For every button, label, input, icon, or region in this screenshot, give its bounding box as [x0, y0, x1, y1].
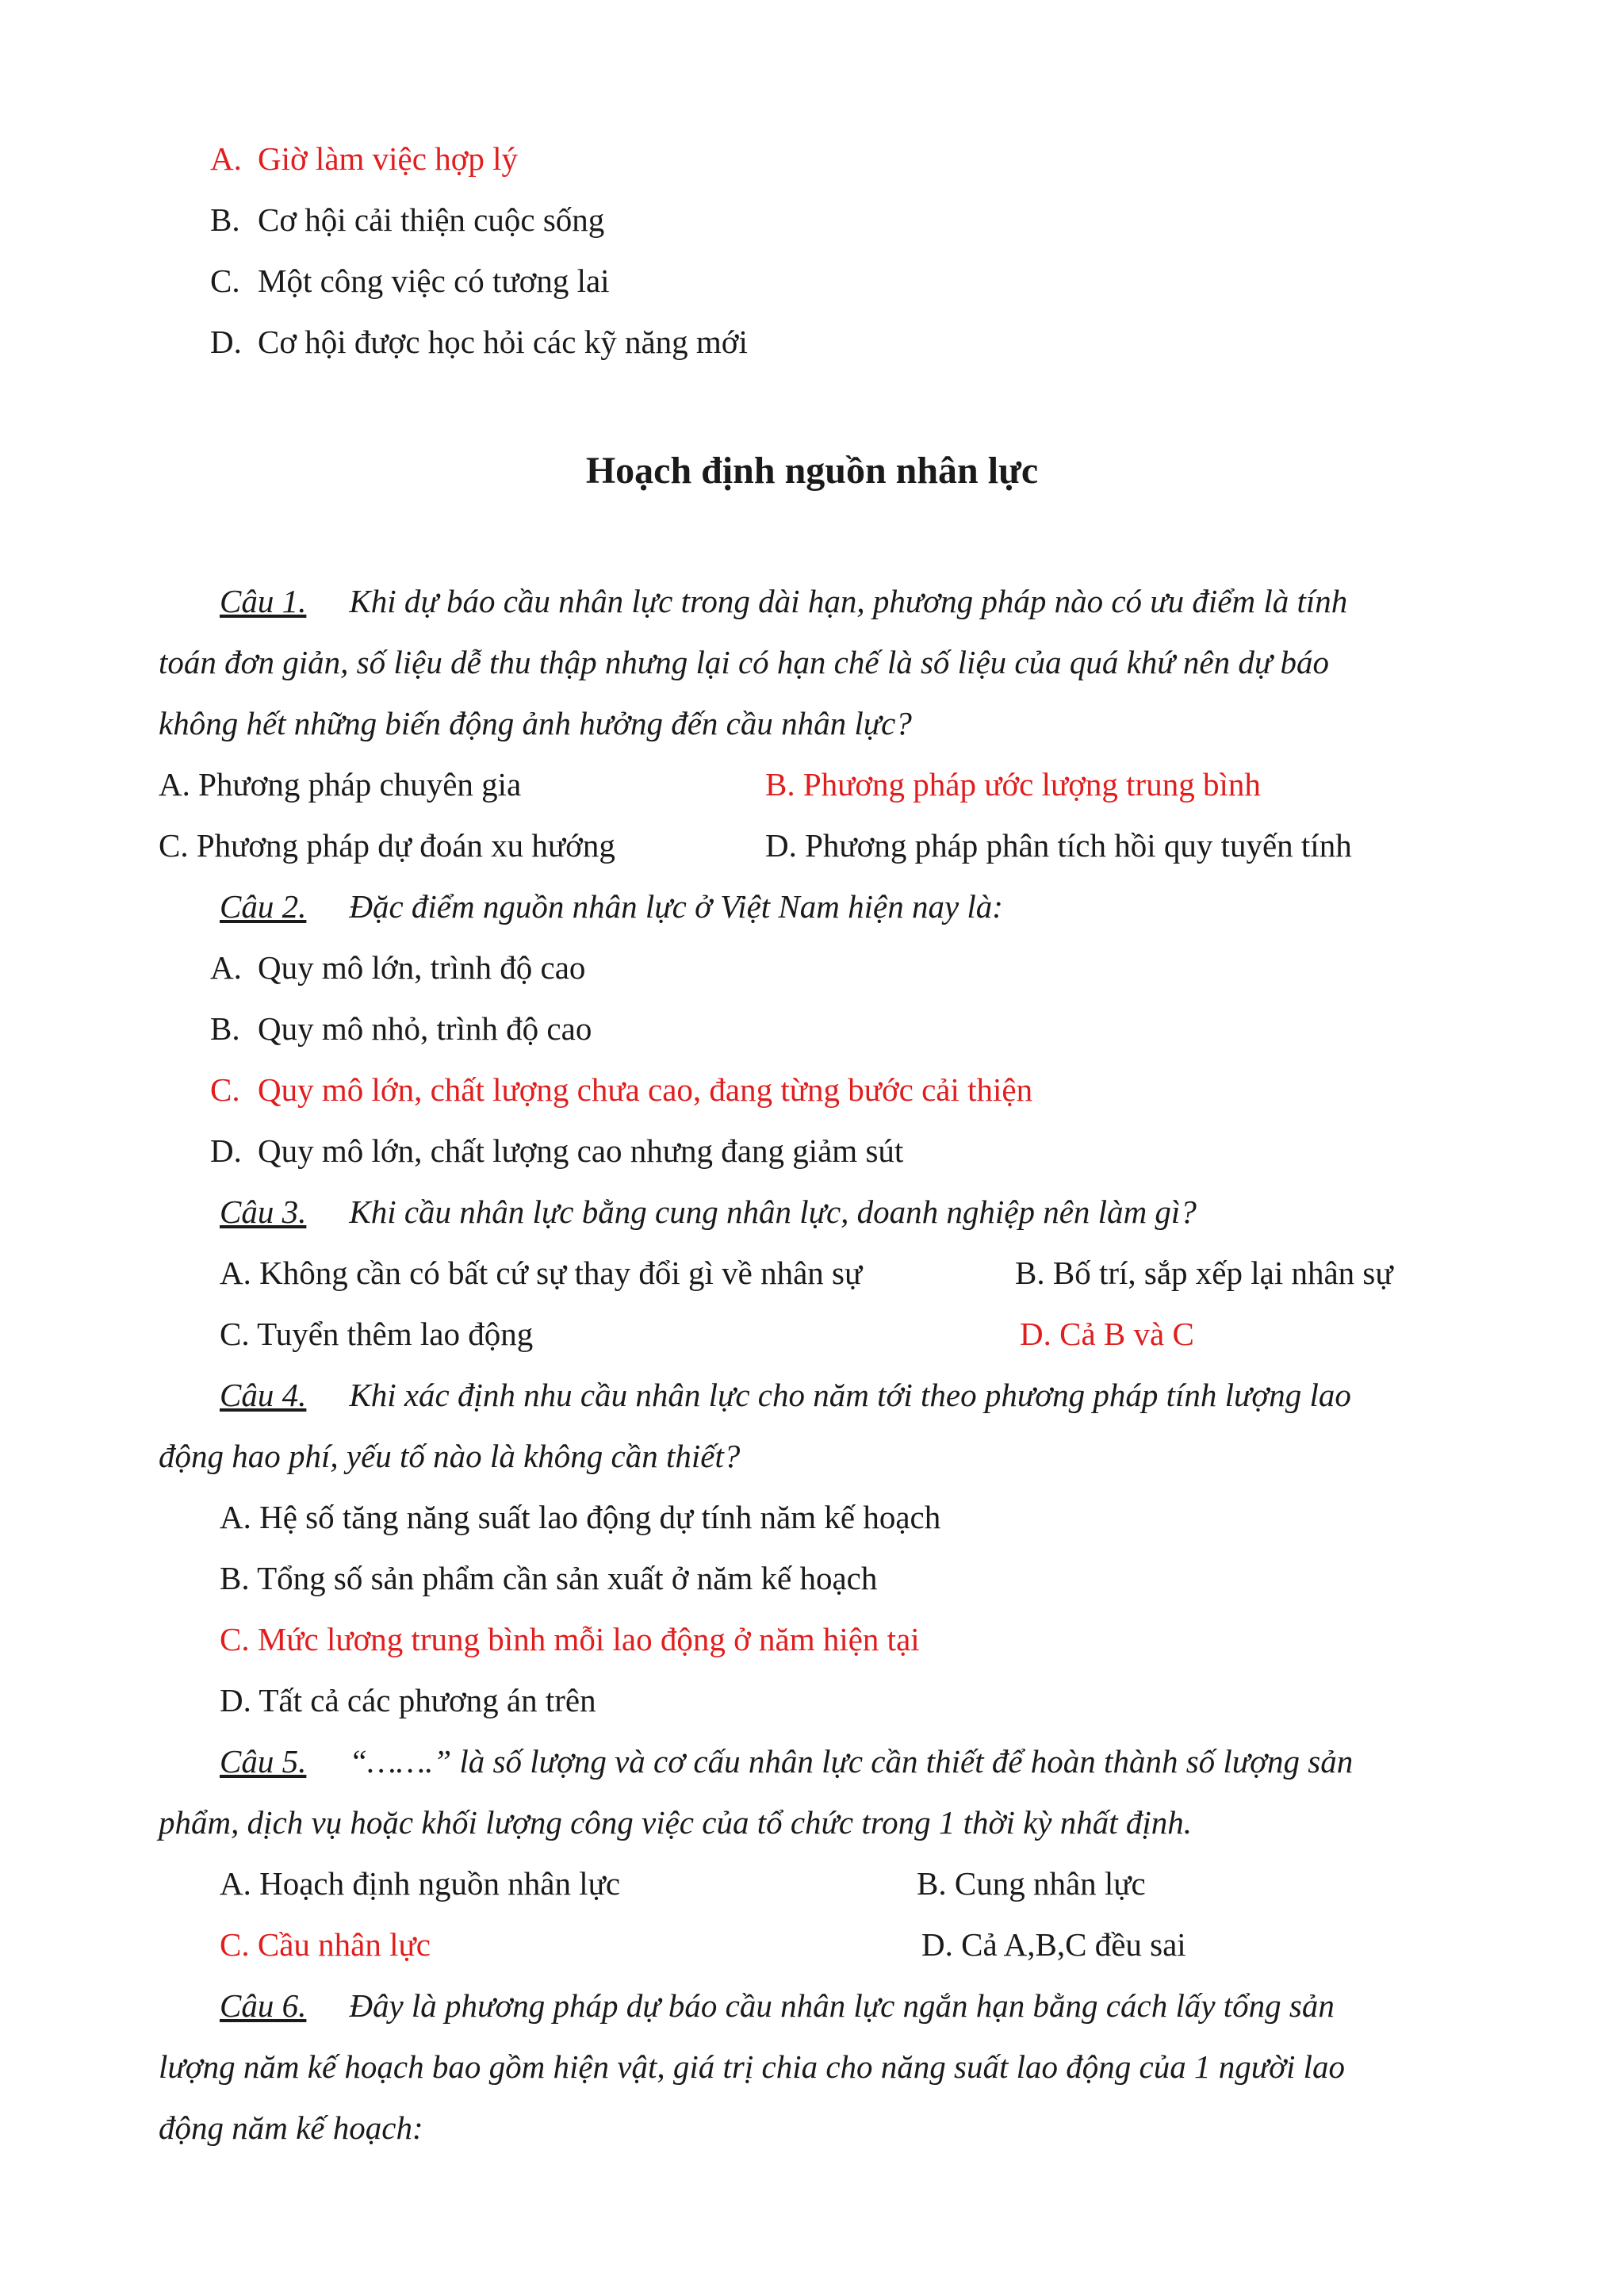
- question-5-label: Câu 5.: [220, 1743, 307, 1780]
- question-3-option-d: D. Cả B và C: [1020, 1316, 1194, 1352]
- question-1-line-1: Câu 1. Khi dự báo cầu nhân lực trong dài hạn, phương pháp nào có ưu điểm là tính: [220, 583, 1348, 619]
- question-2-option-c: C. Quy mô lớn, chất lượng chưa cao, đang từng bước cải thiện: [210, 1071, 1033, 1108]
- prev-option-d: D. Cơ hội được học hỏi các kỹ năng mới: [210, 324, 748, 360]
- question-1-line-3: không hết những biến động ảnh hưởng đến cầu nhân lực?: [159, 705, 912, 741]
- question-4-option-d: D. Tất cả các phương án trên: [220, 1682, 596, 1718]
- prev-option-a: A. Giờ làm việc hợp lý: [210, 140, 519, 177]
- question-5-line-2: phẩm, dịch vụ hoặc khối lượng công việc của tổ chức trong 1 thời kỳ nhất định.: [159, 1804, 1193, 1841]
- question-2-option-a: A. Quy mô lớn, trình độ cao: [210, 949, 586, 986]
- question-4-option-b: B. Tổng số sản phẩm cần sản xuất ở năm kế hoạch: [220, 1560, 878, 1596]
- question-6-line-1: Câu 6. Đây là phương pháp dự báo cầu nhân lực ngắn hạn bằng cách lấy tổng sản: [220, 1987, 1335, 2024]
- question-3-label: Câu 3.: [220, 1193, 307, 1230]
- prev-option-c: C. Một công việc có tương lai: [210, 262, 610, 299]
- question-3-option-c: C. Tuyển thêm lao động: [220, 1316, 534, 1352]
- question-1-label: Câu 1.: [220, 583, 307, 619]
- question-3-option-a: A. Không cần có bất cứ sự thay đổi gì về nhân sự: [220, 1255, 863, 1291]
- question-5-line-1: Câu 5. “…….” là số lượng và cơ cấu nhân lực cần thiết để hoàn thành số lượng sản: [220, 1743, 1354, 1780]
- question-2-line-1: Câu 2. Đặc điểm nguồn nhân lực ở Việt Nam hiện nay là:: [220, 888, 1003, 925]
- question-6-line-2: lượng năm kế hoạch bao gồm hiện vật, giá trị chia cho năng suất lao động của 1 người lao: [159, 2048, 1345, 2085]
- question-1-option-d: D. Phương pháp phân tích hồi quy tuyến tính: [765, 827, 1352, 864]
- question-3-line-1: Câu 3. Khi cầu nhân lực bằng cung nhân lực, doanh nghiệp nên làm gì?: [220, 1193, 1197, 1230]
- question-6-line-3: động năm kế hoạch:: [159, 2109, 423, 2146]
- question-5-option-c: C. Cầu nhân lực: [220, 1926, 431, 1963]
- question-1-option-c: C. Phương pháp dự đoán xu hướng: [159, 827, 615, 864]
- question-1-option-b: B. Phương pháp ước lượng trung bình: [765, 766, 1261, 803]
- question-4-line-2: động hao phí, yếu tố nào là không cần thiết?: [159, 1438, 741, 1474]
- question-4-option-a: A. Hệ số tăng năng suất lao động dự tính năm kế hoạch: [220, 1499, 941, 1535]
- section-title: Hoạch định nguồn nhân lực: [585, 450, 1039, 492]
- question-4-line-1: Câu 4. Khi xác định nhu cầu nhân lực cho năm tới theo phương pháp tính lượng lao: [220, 1377, 1351, 1413]
- question-1-option-a: A. Phương pháp chuyên gia: [159, 766, 522, 803]
- question-5-option-d: D. Cả A,B,C đều sai: [921, 1926, 1186, 1963]
- question-5-option-a: A. Hoạch định nguồn nhân lực: [220, 1865, 621, 1902]
- question-4-label: Câu 4.: [220, 1377, 307, 1413]
- question-5-option-b: B. Cung nhân lực: [917, 1865, 1146, 1902]
- question-1-line-2: toán đơn giản, số liệu dễ thu thập nhưng lại có hạn chế là số liệu của quá khứ nên dự báo: [159, 644, 1329, 680]
- question-2-option-d: D. Quy mô lớn, chất lượng cao nhưng đang giảm sút: [210, 1132, 904, 1169]
- question-2-label: Câu 2.: [220, 888, 307, 925]
- prev-option-b: B. Cơ hội cải thiện cuộc sống: [210, 201, 605, 238]
- question-3-option-b: B. Bố trí, sắp xếp lại nhân sự: [1015, 1255, 1393, 1291]
- question-6-label: Câu 6.: [220, 1987, 307, 2024]
- question-4-option-c: C. Mức lương trung bình mỗi lao động ở năm hiện tại: [220, 1621, 920, 1657]
- question-2-option-b: B. Quy mô nhỏ, trình độ cao: [210, 1010, 592, 1047]
